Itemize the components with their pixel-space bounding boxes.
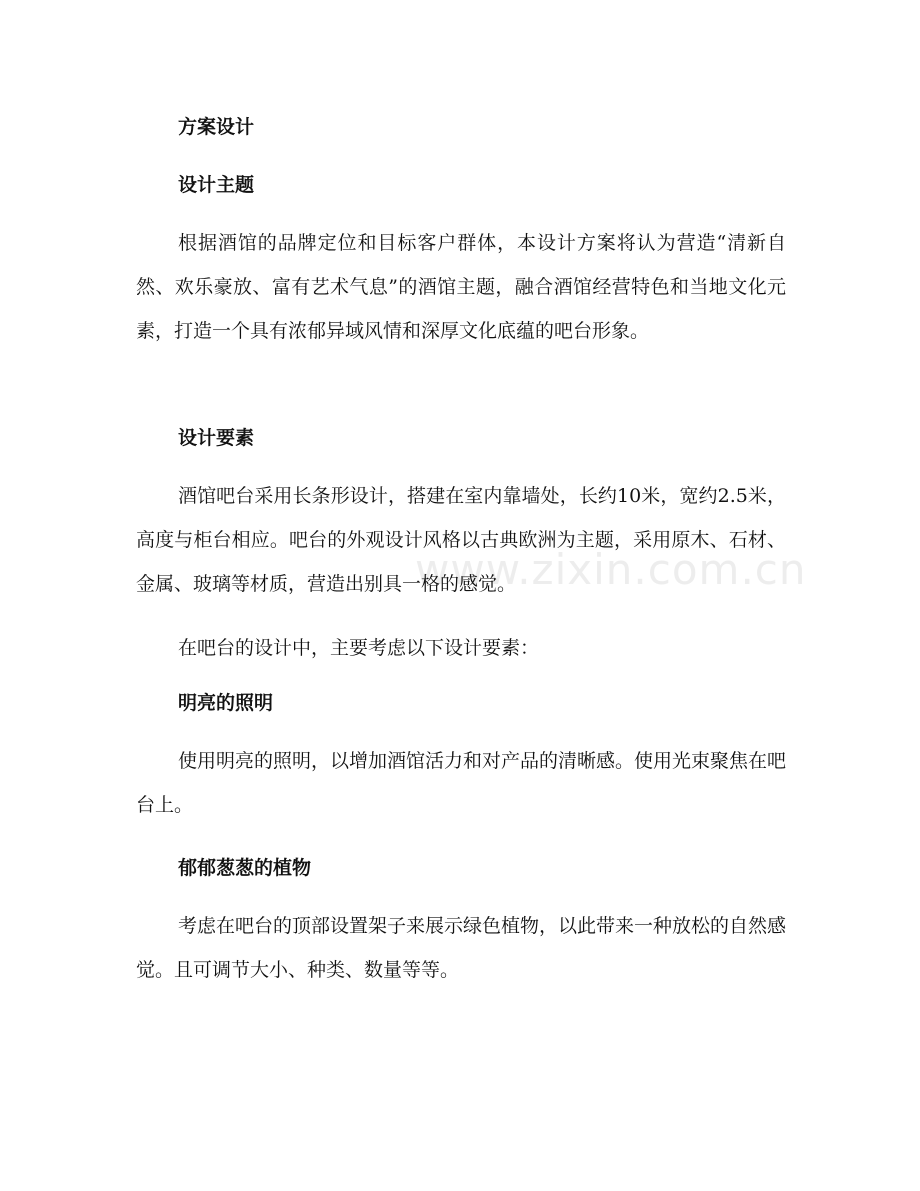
paragraph-bright-lighting: 使用明亮的照明，以增加酒馆活力和对产品的清晰感。使用光束聚焦在吧台上。: [136, 750, 787, 816]
heading-lush-plants: 郁郁葱葱的植物: [178, 857, 312, 879]
paragraph-design-theme: 根据酒馆的品牌定位和目标客户群体，本设计方案将认为营造“清新自然、欢乐豪放、富有艺术气息”的酒馆主题，融合酒馆经营特色和当地文化元素，打造一个具有浓郁异域风情和深厚文化底蕴的吧台形象。: [136, 232, 786, 342]
paragraph-elements-intro: 在吧台的设计中，主要考虑以下设计要素：: [178, 637, 540, 659]
heading-design-elements: 设计要素: [178, 427, 255, 449]
watermark-text: www.zixin.com.cn: [415, 545, 807, 594]
heading-bright-lighting: 明亮的照明: [178, 692, 274, 714]
paragraph-lush-plants: 考虑在吧台的顶部设置架子来展示绿色植物，以此带来一种放松的自然感觉。且可调节大小、种类、数量等等。: [136, 915, 787, 981]
heading-design-theme: 设计主题: [178, 174, 255, 196]
document-title: 方案设计: [178, 116, 255, 138]
paragraph-design-elements: 酒馆吧台采用长条形设计，搭建在室内靠墙处，长约10米，宽约2.5米，高度与柜台相应。吧台的外观设计风格以古典欧洲为主题，采用原木、石材、金属、玻璃等材质，营造出别具一格的感觉。: [136, 485, 786, 595]
